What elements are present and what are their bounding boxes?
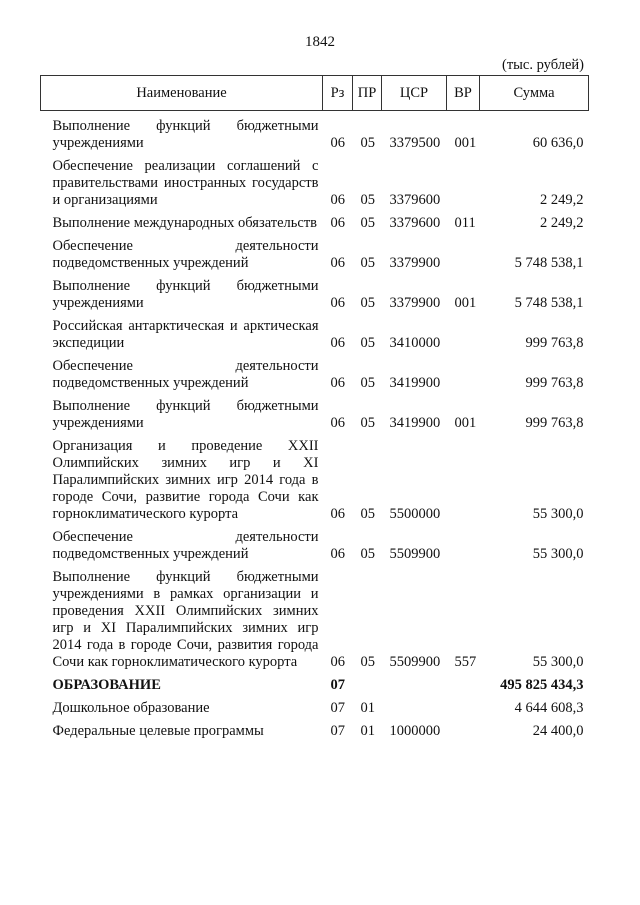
table-row xyxy=(41,209,589,232)
row-sum: 55 300,0 xyxy=(532,654,584,670)
row-name: Дошкольное образование xyxy=(52,700,210,716)
row-csr: 3379900 xyxy=(389,295,441,311)
header-name: Наименование xyxy=(41,76,323,111)
row-vr xyxy=(447,352,480,392)
row-csr: 3379500 xyxy=(389,135,441,151)
row-pr: 05 xyxy=(360,335,375,351)
row-vr: 001 xyxy=(454,415,477,431)
row-sum: 55 300,0 xyxy=(532,506,584,522)
row-pr: 05 xyxy=(360,415,375,431)
row-sum: 999 763,8 xyxy=(525,375,584,391)
row-csr: 3419900 xyxy=(389,375,441,391)
table-header xyxy=(41,76,589,111)
table-row xyxy=(41,272,589,312)
table-row xyxy=(41,152,589,209)
row-pr: 05 xyxy=(360,654,375,670)
row-sum: 5 748 538,1 xyxy=(514,295,584,311)
row-vr xyxy=(447,152,480,209)
row-vr: 011 xyxy=(454,215,476,231)
table-row xyxy=(41,232,589,272)
row-vr xyxy=(447,432,480,523)
header-vr: ВР xyxy=(447,76,480,111)
row-sum: 999 763,8 xyxy=(525,415,584,431)
row-rz: 06 xyxy=(330,654,345,670)
table-row xyxy=(41,392,589,432)
row-vr xyxy=(447,523,480,563)
row-csr: 5500000 xyxy=(389,506,441,522)
row-pr: 05 xyxy=(360,295,375,311)
row-vr: 001 xyxy=(454,135,477,151)
row-csr: 5509900 xyxy=(389,546,441,562)
row-rz: 06 xyxy=(330,415,345,431)
row-rz: 06 xyxy=(330,335,345,351)
table-row xyxy=(41,352,589,392)
row-name: Организация и проведение XXII Олимпийских зимних игр и XI Паралимпийских зимних игр 2014 года в городе Сочи, развитие города Сочи как горноклиматического курорта xyxy=(52,438,319,522)
row-name: Российская антарктическая и арктическая экспедиции xyxy=(52,318,319,351)
row-csr: 1000000 xyxy=(389,723,441,739)
row-name: Выполнение функций бюджетными учреждениями xyxy=(52,278,319,311)
header-csr: ЦСР xyxy=(382,76,447,111)
row-sum: 5 748 538,1 xyxy=(514,255,584,271)
row-csr: 3410000 xyxy=(389,335,441,351)
row-pr: 01 xyxy=(360,700,375,716)
row-csr: 3379600 xyxy=(389,192,441,208)
table-row xyxy=(41,717,589,740)
table-row xyxy=(41,312,589,352)
row-name: Выполнение функций бюджетными учреждениями xyxy=(52,398,319,431)
row-pr: 05 xyxy=(360,215,375,231)
row-sum: 4 644 608,3 xyxy=(514,700,584,716)
row-name: Обеспечение деятельности подведомственных учреждений xyxy=(52,529,319,562)
row-name: ОБРАЗОВАНИЕ xyxy=(52,677,161,693)
row-rz: 06 xyxy=(330,192,345,208)
row-rz: 07 xyxy=(330,677,345,693)
row-rz: 06 xyxy=(330,546,345,562)
row-pr: 05 xyxy=(360,192,375,208)
table-row xyxy=(41,694,589,717)
row-csr: 3379600 xyxy=(389,215,441,231)
row-csr xyxy=(382,671,447,694)
row-pr: 05 xyxy=(360,255,375,271)
row-sum: 495 825 434,3 xyxy=(500,677,584,693)
row-sum: 55 300,0 xyxy=(532,546,584,562)
header-pr: ПР xyxy=(353,76,382,111)
row-name: Обеспечение деятельности подведомственных учреждений xyxy=(52,358,319,391)
row-csr: 3419900 xyxy=(389,415,441,431)
row-name: Выполнение функций бюджетными учреждениями в рамках организации и проведения XXII Олимпийских зимних игр и XI Паралимпийских зимних игр 2014 года в городе Сочи, развития города Сочи как горноклиматического курорта xyxy=(52,569,319,670)
header-rz: Рз xyxy=(323,76,353,111)
row-rz: 06 xyxy=(330,295,345,311)
row-rz: 07 xyxy=(330,700,345,716)
page-number: 1842 xyxy=(305,34,335,50)
row-vr: 557 xyxy=(454,654,477,670)
row-sum: 999 763,8 xyxy=(525,335,584,351)
row-name: Выполнение функций бюджетными учреждениями xyxy=(52,118,319,151)
header-sum: Сумма xyxy=(480,76,589,111)
row-rz: 06 xyxy=(330,135,345,151)
row-sum: 24 400,0 xyxy=(532,723,584,739)
table-row xyxy=(41,523,589,563)
row-name: Федеральные целевые программы xyxy=(52,723,264,739)
row-sum: 2 249,2 xyxy=(540,215,584,231)
row-vr xyxy=(447,694,480,717)
row-rz: 06 xyxy=(330,255,345,271)
row-pr: 05 xyxy=(360,135,375,151)
row-rz: 07 xyxy=(330,723,345,739)
row-vr xyxy=(447,717,480,740)
row-vr xyxy=(447,232,480,272)
row-csr: 3379900 xyxy=(389,255,441,271)
table-row xyxy=(41,432,589,523)
row-vr: 001 xyxy=(454,295,477,311)
table-row xyxy=(41,111,589,153)
row-vr xyxy=(447,671,480,694)
row-vr xyxy=(447,312,480,352)
table-row xyxy=(41,671,589,694)
row-pr: 05 xyxy=(360,506,375,522)
row-rz: 06 xyxy=(330,215,345,231)
row-rz: 06 xyxy=(330,375,345,391)
row-name: Обеспечение реализации соглашений с правительствами иностранных государств и организациями xyxy=(52,158,319,208)
row-pr xyxy=(353,671,382,694)
row-name: Обеспечение деятельности подведомственных учреждений xyxy=(52,238,319,271)
row-csr xyxy=(382,694,447,717)
row-sum: 2 249,2 xyxy=(540,192,584,208)
budget-table xyxy=(40,75,589,740)
row-csr: 5509900 xyxy=(389,654,441,670)
table-row xyxy=(41,563,589,671)
row-pr: 01 xyxy=(360,723,375,739)
row-pr: 05 xyxy=(360,375,375,391)
row-pr: 05 xyxy=(360,546,375,562)
row-sum: 60 636,0 xyxy=(532,135,584,151)
row-name: Выполнение международных обязательств xyxy=(52,215,317,231)
units-label: (тыс. рублей) xyxy=(502,57,584,73)
row-rz: 06 xyxy=(330,506,345,522)
